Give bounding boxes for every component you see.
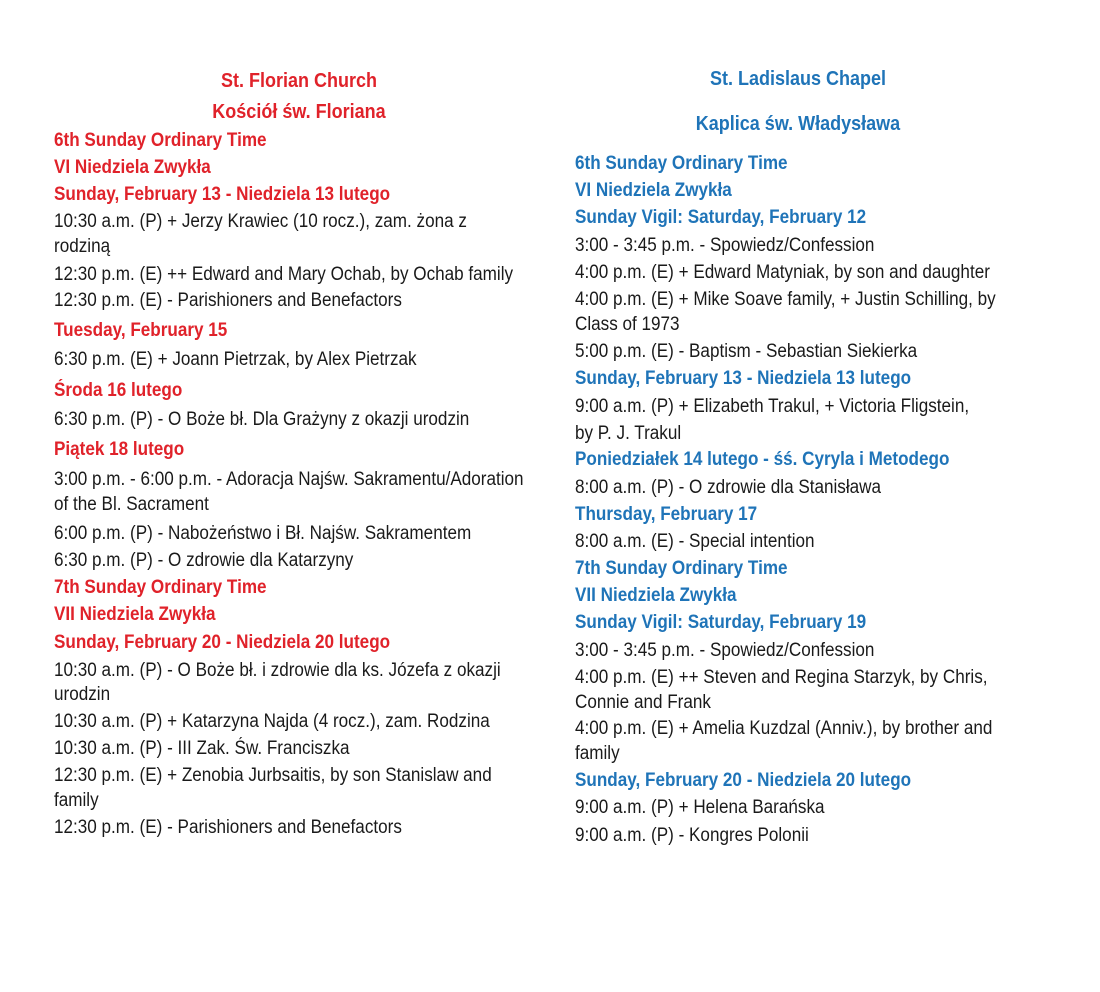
- section-heading: 6th Sunday Ordinary Time: [575, 153, 788, 174]
- mass-intention: 6:30 p.m. (E) + Joann Pietrzak, by Alex Pietrzak: [54, 349, 417, 370]
- day-heading: Sunday Vigil: Saturday, February 12: [575, 207, 867, 228]
- mass-intention: 12:30 p.m. (E) + Zenobia Jurbsaitis, by son Stanislaw and: [54, 765, 492, 786]
- mass-intention-cont: Class of 1973: [575, 314, 680, 335]
- section-heading: VI Niedziela Zwykła: [54, 157, 211, 178]
- day-heading: Środa 16 lutego: [54, 380, 183, 401]
- mass-intention: 10:30 a.m. (P) - III Zak. Św. Franciszka: [54, 738, 350, 759]
- mass-intention: 3:00 - 3:45 p.m. - Spowiedz/Confession: [575, 640, 875, 661]
- day-heading: Sunday, February 13 - Niedziela 13 lutego: [54, 184, 391, 205]
- mass-intention: 4:00 p.m. (E) + Amelia Kuzdzal (Anniv.), by brother and: [575, 718, 993, 739]
- mass-intention-cont: of the Bl. Sacrament: [54, 494, 209, 515]
- mass-intention-cont: family: [54, 790, 99, 811]
- mass-intention: 4:00 p.m. (E) + Edward Matyniak, by son and daughter: [575, 262, 990, 283]
- day-heading: Piątek 18 lutego: [54, 439, 185, 460]
- mass-intention-cont: Connie and Frank: [575, 692, 711, 713]
- mass-intention: 3:00 p.m. - 6:00 p.m. - Adoracja Najśw. Sakramentu/Adoration: [54, 469, 524, 490]
- mass-intention: 6:30 p.m. (P) - O Boże bł. Dla Grażyny z okazji urodzin: [54, 409, 470, 430]
- mass-intention: 4:00 p.m. (E) + Mike Soave family, + Justin Schilling, by: [575, 289, 996, 310]
- mass-intention: 5:00 p.m. (E) - Baptism - Sebastian Siekierka: [575, 341, 918, 362]
- mass-intention: 10:30 a.m. (P) + Jerzy Krawiec (10 rocz.), zam. żona z: [54, 211, 467, 232]
- day-heading: Sunday, February 20 - Niedziela 20 lutego: [575, 770, 912, 791]
- mass-intention: 12:30 p.m. (E) - Parishioners and Benefactors: [54, 290, 402, 311]
- mass-intention: 10:30 a.m. (P) + Katarzyna Najda (4 rocz.), zam. Rodzina: [54, 711, 490, 732]
- mass-intention: 8:00 a.m. (E) - Special intention: [575, 531, 815, 552]
- mass-intention: 6:30 p.m. (P) - O zdrowie dla Katarzyny: [54, 550, 354, 571]
- mass-intention: 12:30 p.m. (E) - Parishioners and Benefactors: [54, 817, 402, 838]
- mass-intention: 9:00 a.m. (P) - Kongres Polonii: [575, 825, 809, 846]
- chapel-title-polish: Kaplica św. Władysława: [695, 113, 901, 135]
- section-heading: 7th Sunday Ordinary Time: [54, 577, 267, 598]
- church-title: St. Florian Church: [220, 70, 378, 92]
- section-heading: VI Niedziela Zwykła: [575, 180, 732, 201]
- day-heading: Sunday, February 13 - Niedziela 13 lutego: [575, 368, 912, 389]
- section-heading: 6th Sunday Ordinary Time: [54, 130, 267, 151]
- mass-intention: 3:00 - 3:45 p.m. - Spowiedz/Confession: [575, 235, 875, 256]
- mass-intention-cont: urodzin: [54, 684, 111, 705]
- day-heading: Poniedziałek 14 lutego - śś. Cyryla i Metodego: [575, 449, 950, 470]
- section-heading: 7th Sunday Ordinary Time: [575, 558, 788, 579]
- day-heading: Tuesday, February 15: [54, 320, 228, 341]
- mass-intention-cont: rodziną: [54, 236, 111, 257]
- mass-intention: 4:00 p.m. (E) ++ Steven and Regina Starzyk, by Chris,: [575, 667, 988, 688]
- section-heading: VII Niedziela Zwykła: [575, 585, 737, 606]
- day-heading: Thursday, February 17: [575, 504, 758, 525]
- day-heading: Sunday Vigil: Saturday, February 19: [575, 612, 867, 633]
- mass-intention: 10:30 a.m. (P) - O Boże bł. i zdrowie dla ks. Józefa z okazji: [54, 660, 501, 681]
- chapel-title: St. Ladislaus Chapel: [709, 68, 887, 90]
- mass-intention: 9:00 a.m. (P) + Elizabeth Trakul, + Victoria Fligstein,: [575, 396, 970, 417]
- day-heading: Sunday, February 20 - Niedziela 20 lutego: [54, 632, 391, 653]
- section-heading: VII Niedziela Zwykła: [54, 604, 216, 625]
- church-title-polish: Kościół św. Floriana: [212, 101, 386, 123]
- mass-intention: 12:30 p.m. (E) ++ Edward and Mary Ochab, by Ochab family: [54, 264, 514, 285]
- mass-intention-cont: family: [575, 743, 620, 764]
- mass-intention-cont: by P. J. Trakul: [575, 423, 682, 444]
- mass-intention: 6:00 p.m. (P) - Nabożeństwo i Bł. Najśw. Sakramentem: [54, 523, 472, 544]
- mass-intention: 9:00 a.m. (P) + Helena Barańska: [575, 797, 825, 818]
- mass-intention: 8:00 a.m. (P) - O zdrowie dla Stanisława: [575, 477, 882, 498]
